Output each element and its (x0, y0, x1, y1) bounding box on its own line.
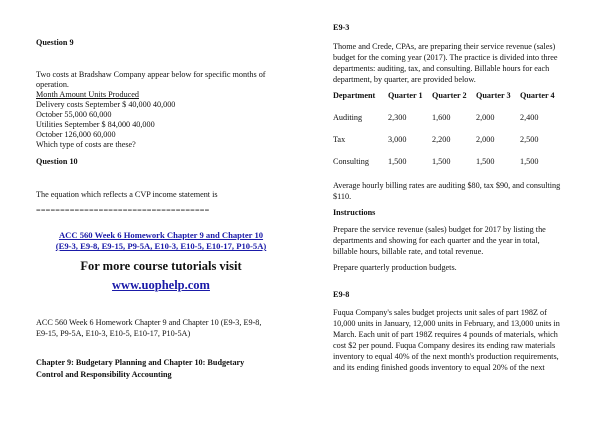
course-link-line-2[interactable]: (E9-3, E9-8, E9-15, P9-5A, E10-3, E10-5, E10-17, P10-5A) (55, 241, 267, 251)
e9-8-heading: E9-8 (333, 290, 350, 299)
site-link[interactable]: www.uophelp.com (112, 278, 210, 292)
e9-3-line: department, by quarter, are provided below. (333, 75, 476, 84)
table-cell: 2,200 (432, 134, 451, 144)
table-cell: 1,500 (388, 156, 407, 166)
instructions-heading: Instructions (333, 208, 376, 217)
billable-hours-table (333, 84, 564, 172)
summary-line: ACC 560 Week 6 Homework Chapter 9 and Chapter 10 (E9-3, E9-8, (36, 318, 262, 327)
table-cell: Consulting (333, 156, 369, 166)
production-budget-line: Prepare quarterly production budgets. (333, 263, 457, 272)
e9-8-line: March. Each unit of part 198Z requires 4 pounds of materials, which (333, 330, 558, 339)
e9-8-line: inventory to equal 40% of the next month's production requirements, (333, 352, 559, 361)
chapter-title-line: Control and Responsibility Accounting (36, 370, 172, 379)
table-row (333, 150, 564, 172)
instructions-line: departments and showing for each quarter and the year in total, (333, 236, 540, 245)
e9-3-line: departments: auditing, tax, and consulting. Billable hours for each (333, 64, 550, 73)
q9-line: Delivery costs September $ 40,000 40,000 (36, 100, 176, 109)
e9-8-line: cost $2 per pound. Fuqua Company desires its ending raw materials (333, 341, 556, 350)
instructions-line: billable hours, billable rate, and total revenue. (333, 247, 484, 256)
table-row (333, 106, 564, 128)
q9-line: Two costs at Bradshaw Company appear below for specific months of (36, 70, 266, 79)
question-10-heading: Question 10 (36, 157, 78, 166)
instructions-line: Prepare the service revenue (sales) budget for 2017 by listing the (333, 225, 546, 234)
table-cell: 2,400 (520, 112, 539, 122)
q9-line: October 126,000 60,000 (36, 130, 116, 139)
q9-line: October 55,000 60,000 (36, 110, 112, 119)
table-cell: Auditing (333, 112, 363, 122)
table-cell: 2,000 (476, 134, 495, 144)
tutorials-promo: For more course tutorials visit (80, 259, 242, 273)
table-header-cell: Quarter 3 (476, 90, 511, 100)
e9-8-line: 10,000 units in January, 12,000 units in February, and 13,000 units in (333, 319, 560, 328)
billing-rates-line: Average hourly billing rates are auditing $80, tax $90, and consulting (333, 181, 561, 190)
table-header-cell: Quarter 4 (520, 90, 555, 100)
table-cell: 2,500 (520, 134, 539, 144)
table-cell: 2,300 (388, 112, 407, 122)
table-cell: 1,500 (520, 156, 539, 166)
table-header-cell: Quarter 1 (388, 90, 423, 100)
table-header-cell: Quarter 2 (432, 90, 467, 100)
q10-text: The equation which reflects a CVP income statement is (36, 190, 218, 199)
billing-rates-line: $110. (333, 192, 352, 201)
q10-answer-blank: ==================================== (36, 206, 210, 215)
q9-line: operation. (36, 80, 69, 89)
table-header-cell: Department (333, 90, 376, 100)
table-cell: 1,500 (476, 156, 495, 166)
e9-3-line: Thome and Crede, CPAs, are preparing their service revenue (sales) (333, 42, 556, 51)
course-link-line-1[interactable]: ACC 560 Week 6 Homework Chapter 9 and Chapter 10 (58, 230, 264, 240)
table-cell: 2,000 (476, 112, 495, 122)
e9-3-heading: E9-3 (333, 23, 350, 32)
table-cell: Tax (333, 134, 346, 144)
table-header-row (333, 84, 564, 106)
table-row (333, 128, 564, 150)
summary-line: E9-15, P9-5A, E10-3, E10-5, E10-17, P10-5A) (36, 329, 191, 338)
table-cell: 3,000 (388, 134, 407, 144)
q9-line: Which type of costs are these? (36, 140, 136, 149)
e9-3-line: budget for the coming year (2017). The practice is divided into three (333, 53, 558, 62)
question-9-heading: Question 9 (36, 38, 74, 47)
e9-8-line: Fuqua Company's sales budget projects unit sales of part 198Z of (333, 308, 547, 317)
q9-table-header: Month Amount Units Produced (36, 90, 140, 99)
table-cell: 1,600 (432, 112, 451, 122)
chapter-title-line: Chapter 9: Budgetary Planning and Chapter 10: Budgetary (36, 358, 245, 367)
e9-8-line: and its ending finished goods inventory to equal 20% of the next (333, 363, 545, 372)
q9-line: Utilities September $ 84,000 40,000 (36, 120, 155, 129)
course-link[interactable] (26, 230, 296, 252)
table-cell: 1,500 (432, 156, 451, 166)
